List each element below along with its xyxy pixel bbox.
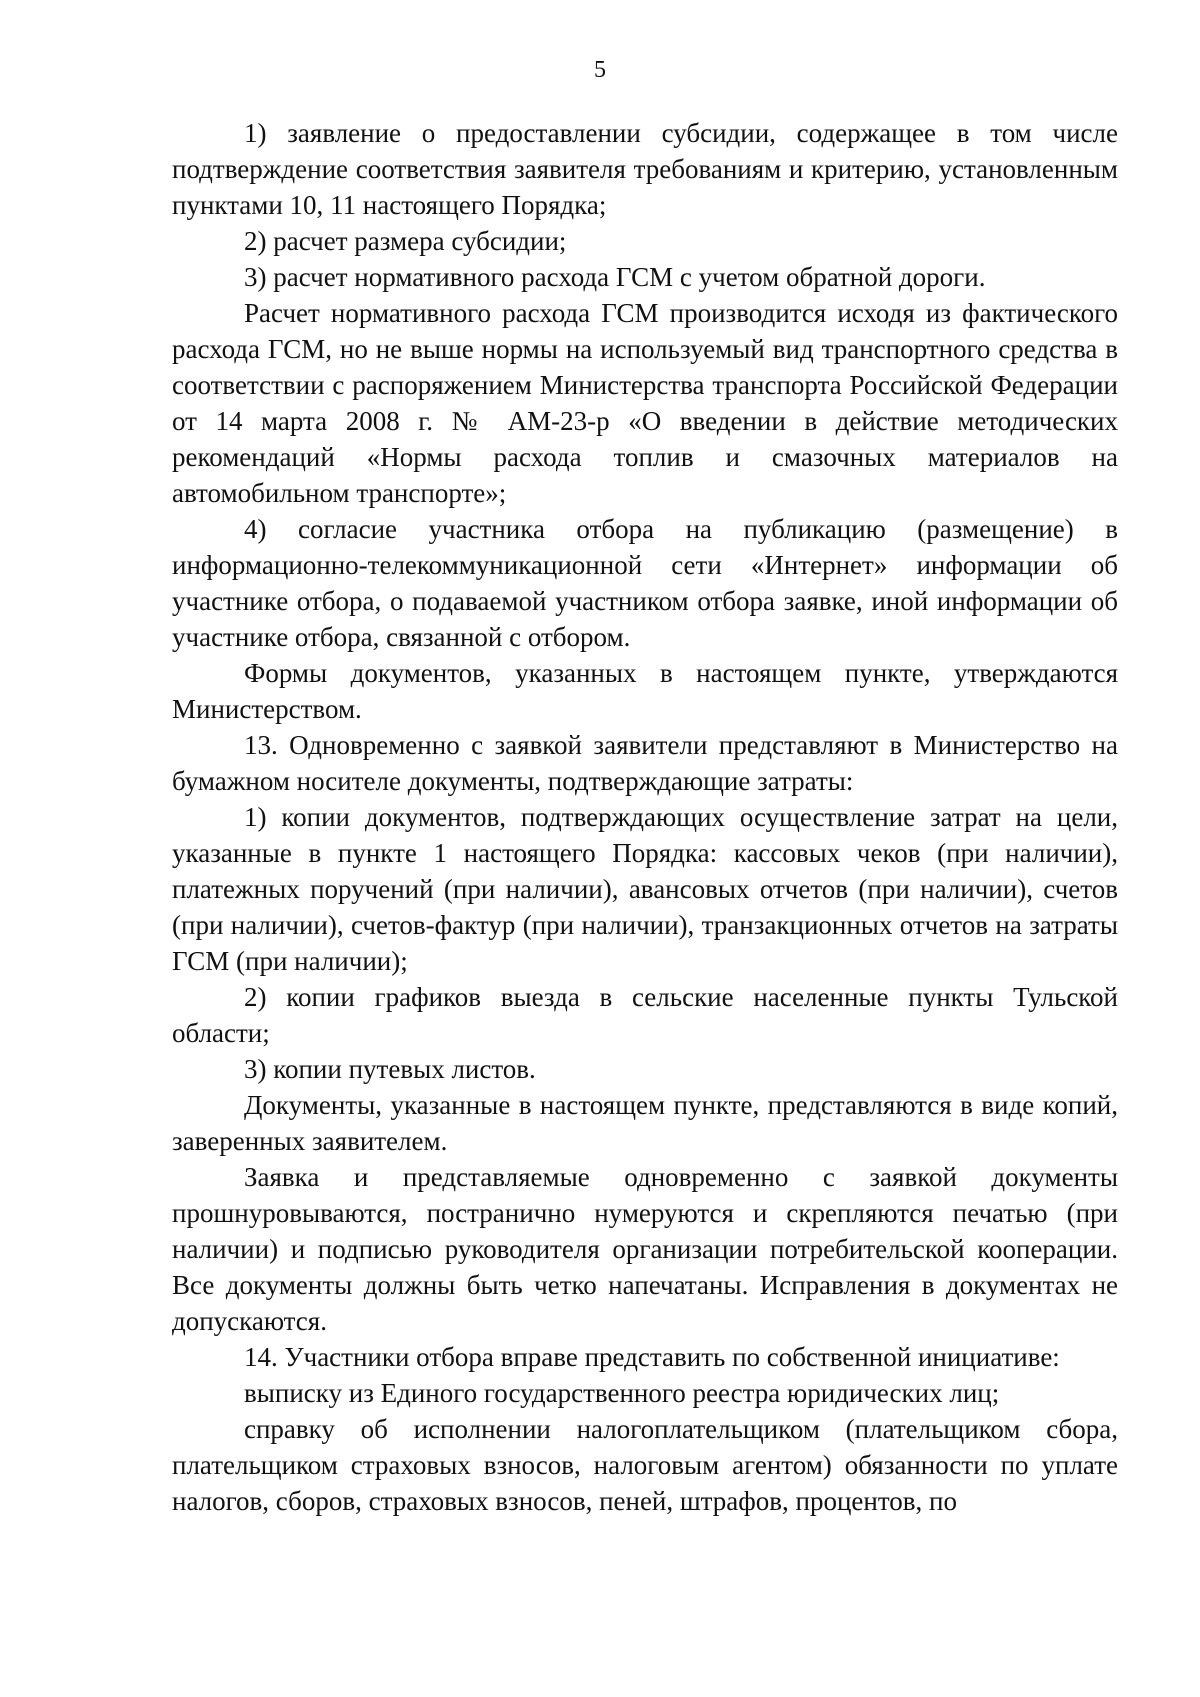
paragraph-item-4-consent: 4) согласие участника отбора на публикацию (размещение) в информационно-телекоммуникационной сети «Интернет» информации об участнике отбора, о подаваемой участником отбора заявке, иной информации об участнике отбора, связанной с отбором.: [172, 514, 1118, 652]
page-number: 5: [594, 57, 606, 83]
paragraph-item-1-application: 1) заявление о предоставлении субсидии, содержащее в том числе подтверждение соответствия заявителя требованиям и критерию, установленным пунктами 10, 11 настоящего Порядка;: [172, 118, 1118, 220]
paragraph-clause-13: 13. Одновременно с заявкой заявители представляют в Министерство на бумажном носителе документы, подтверждающие затраты:: [172, 730, 1118, 796]
paragraph-clause-13-item-3: 3) копии путевых листов.: [244, 1054, 536, 1084]
paragraph-certified-copies: Документы, указанные в настоящем пункте, представляются в виде копий, заверенных заявителем.: [172, 1090, 1118, 1156]
document-body: [172, 115, 1118, 1519]
paragraph-clause-13-item-1: 1) копии документов, подтверждающих осуществление затрат на цели, указанные в пункте 1 настоящего Порядка: кассовых чеков (при наличии), платежных поручений (при наличии), авансовых отчетов (при наличии), счетов (при наличии), счетов-фактур (при наличии), транзакционных отчетов на затраты ГСМ (при наличии);: [172, 802, 1118, 976]
paragraph-document-forms: Формы документов, указанных в настоящем пункте, утверждаются Министерством.: [172, 658, 1118, 724]
paragraph-clause-13-item-2: 2) копии графиков выезда в сельские населенные пункты Тульской области;: [172, 982, 1118, 1048]
paragraph-binding-requirements: Заявка и представляемые одновременно с заявкой документы прошнуровываются, постранично нумеруются и скрепляются печатью (при наличии) и подписью руководителя организации потребительской кооперации. Все документы должны быть четко напечатаны. Исправления в документах не допускаются.: [172, 1162, 1118, 1336]
paragraph-tax-certificate: справку об исполнении налогоплательщиком (плательщиком сбора, плательщиком страховых взносов, налоговым агентом) обязанности по уплате налогов, сборов, страховых взносов, пеней, штрафов, процентов, по: [172, 1414, 1118, 1516]
paragraph-item-2-subsidy-calculation: 2) расчет размера субсидии;: [244, 226, 567, 256]
paragraph-clause-14: 14. Участники отбора вправе представить по собственной инициативе:: [244, 1342, 1060, 1372]
paragraph-registry-extract: выписку из Единого государственного реестра юридических лиц;: [244, 1378, 1000, 1408]
paragraph-item-3-fuel-calculation: 3) расчет нормативного расхода ГСМ с учетом обратной дороги.: [244, 262, 986, 292]
paragraph-fuel-norm: Расчет нормативного расхода ГСМ производится исходя из фактического расхода ГСМ, но не выше нормы на используемый вид транспортного средства в соответствии с распоряжением Министерства транспорта Российской Федерации от 14 марта 2008 г. № АМ-23-р «О введении в действие методических рекомендаций «Нормы расхода топлив и смазочных материалов на автомобильном транспорте»;: [172, 298, 1118, 508]
